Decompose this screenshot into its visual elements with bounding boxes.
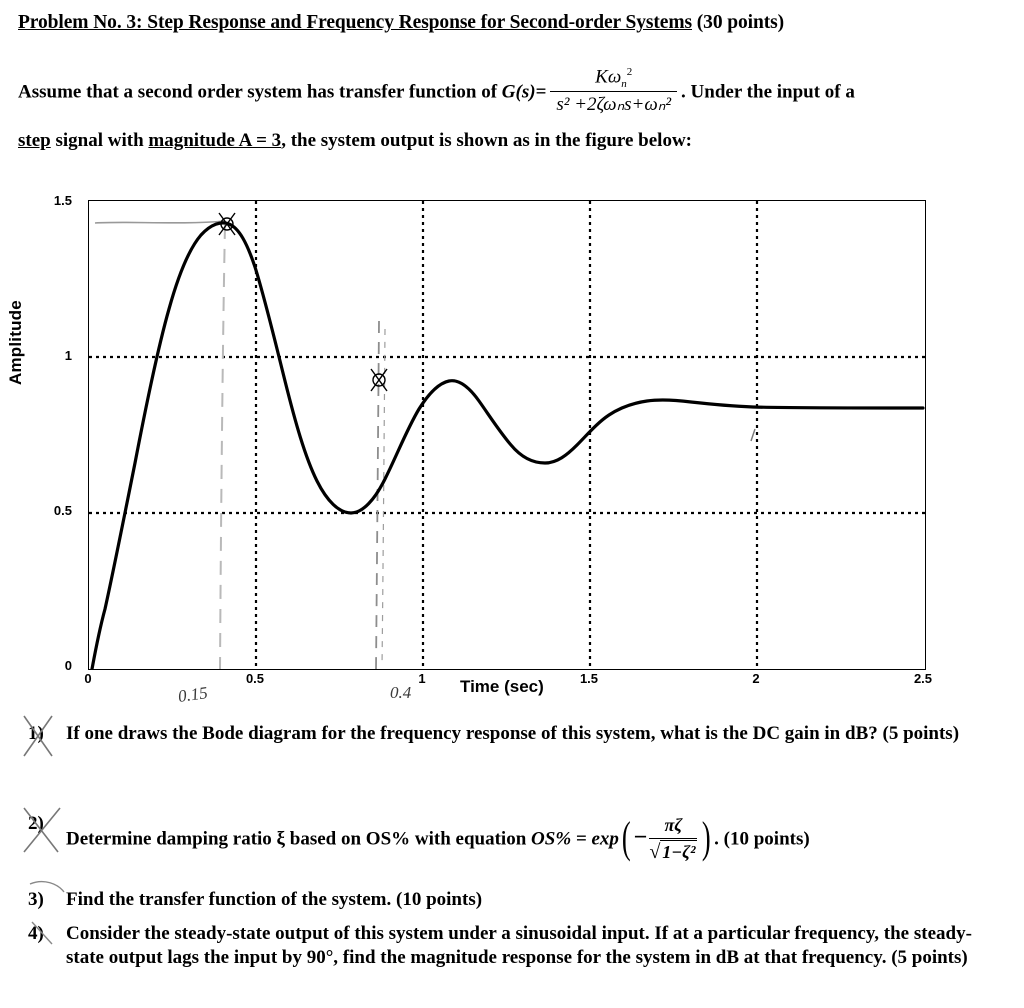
pencil-tick-mark: [751, 429, 755, 441]
question-2-text: Determine damping ratio ξ based on OS% with equation: [66, 828, 527, 850]
question-3-text: Find the transfer function of the system. (10 points): [66, 889, 483, 910]
numerator-sup: 2: [626, 66, 633, 78]
question-1-text: If one draws the Bode diagram for the frequency response of this system, what is the DC gain in dB? (5 points): [66, 723, 960, 744]
handwritten-annotation-0_15: 0.15: [176, 683, 209, 706]
x-tick-0: 0: [84, 671, 92, 686]
pencil-vertical-peak1: [220, 225, 225, 669]
right-paren: ): [702, 813, 712, 862]
question-1: [28, 722, 996, 746]
step-response-figure: [6, 185, 970, 706]
numerator-sub: n: [621, 78, 627, 91]
question-4-number: 4): [28, 923, 44, 944]
response-curve: [92, 223, 923, 669]
question-2: [28, 812, 996, 868]
y-tick-1_5: 1.5: [53, 193, 72, 208]
question-3: [28, 888, 996, 912]
x-tick-1: 1: [418, 671, 426, 686]
transfer-function-numerator: [550, 66, 677, 91]
sqrt-icon: √: [649, 841, 661, 864]
left-paren: (: [621, 813, 631, 862]
intro-tail-text: , the system output is shown as in the figure below:: [281, 130, 693, 151]
problem-points: (30 points): [696, 12, 784, 33]
os-equation-lhs: OS% = exp: [531, 828, 619, 850]
x-tick-0_5: 0.5: [245, 671, 265, 686]
x-tick-1_5: 1.5: [579, 671, 599, 686]
step-word: step: [18, 130, 51, 151]
transfer-function-fraction: [550, 66, 677, 116]
question-4: [28, 922, 996, 971]
question-3-number: 3): [28, 889, 44, 910]
sqrt-content: 1−ζ²: [660, 840, 697, 864]
problem-title-text: Problem No. 3: Step Response and Frequency Response for Second-order Systems: [18, 12, 692, 33]
minus-sign: −: [633, 824, 648, 851]
signal-text: signal with: [55, 130, 144, 151]
intro-text-after: . Under the input of a: [681, 81, 855, 103]
y-tick-0: 0: [64, 658, 72, 673]
os-frac-numerator: πζ: [664, 815, 683, 836]
intro-text-before: Assume that a second order system has transfer function of: [18, 81, 498, 103]
y-tick-0_5: 0.5: [53, 503, 72, 518]
x-tick-2: 2: [752, 671, 760, 686]
question-1-number: 1): [28, 723, 44, 744]
os-equation-fraction: [649, 814, 697, 866]
pencil-line-peak1: [95, 221, 225, 223]
handwritten-annotation-0_4: 0.4: [390, 683, 412, 702]
y-axis-label: Amplitude: [6, 300, 25, 385]
x-axis-label: Time (sec): [460, 677, 544, 696]
step-response-plot: [89, 201, 925, 669]
peak-marker-1: [219, 213, 235, 235]
intro-paragraph-line2: [18, 130, 1008, 152]
y-tick-1: 1: [64, 348, 72, 363]
transfer-function-lhs: G(s)=: [501, 81, 547, 103]
magnitude-text: magnitude A = 3: [148, 130, 282, 151]
os-frac-denominator: [649, 838, 697, 866]
question-2-number: 2): [28, 813, 44, 834]
transfer-function-denominator: s² +2ζωₙs+ωₙ²: [550, 91, 677, 116]
question-2-points: . (10 points): [714, 828, 810, 850]
pencil-scribbles: [18, 712, 78, 952]
x-tick-2_5: 2.5: [913, 671, 933, 686]
plot-area: [88, 200, 926, 670]
intro-paragraph-line1: [18, 68, 1008, 118]
page-title: [18, 12, 1008, 34]
numerator-symbol: Kω: [595, 66, 622, 88]
question-4-text: Consider the steady-state output of this system under a sinusoidal input. If at a particular frequency, the steady-state output lags the input by 90°, find the magnitude response for the system in dB at that frequency. (5 points): [66, 923, 972, 969]
